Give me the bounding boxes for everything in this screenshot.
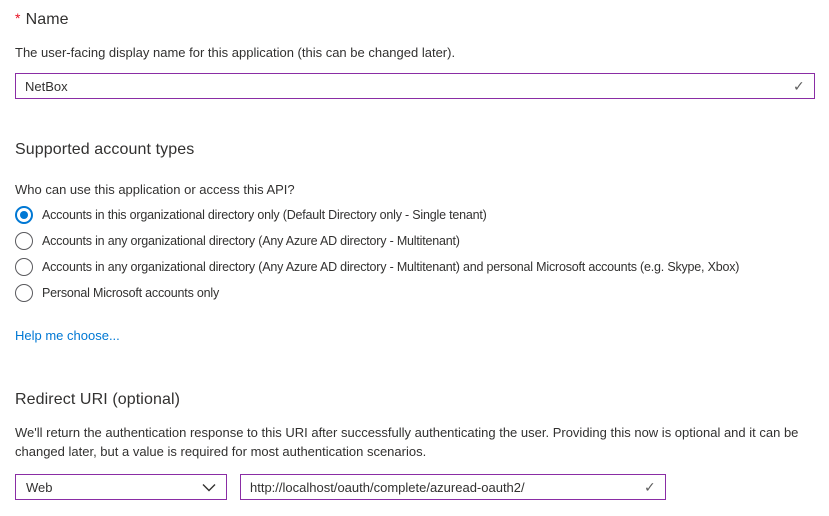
account-types-question: Who can use this application or access this API?	[15, 182, 295, 197]
radio-button[interactable]	[15, 284, 33, 302]
name-valid-checkmark-icon: ✓	[793, 78, 805, 94]
radio-option-label: Accounts in this organizational directory only (Default Directory only - Single tenant)	[42, 208, 487, 222]
radio-option-single-tenant[interactable]	[15, 206, 487, 224]
redirect-uri-input[interactable]	[240, 474, 666, 500]
radio-dot	[20, 237, 28, 245]
name-input[interactable]	[15, 73, 815, 99]
name-description: The user-facing display name for this application (this can be changed later).	[15, 45, 456, 60]
radio-button[interactable]	[15, 206, 33, 224]
radio-button[interactable]	[15, 258, 33, 276]
radio-dot	[20, 289, 28, 297]
help-me-choose-link[interactable]: Help me choose...	[15, 328, 120, 343]
redirect-uri-valid-checkmark-icon: ✓	[644, 479, 656, 495]
chevron-down-icon	[202, 483, 216, 492]
redirect-uri-title: Redirect URI (optional)	[15, 391, 181, 408]
radio-button[interactable]	[15, 232, 33, 250]
platform-select[interactable]	[15, 474, 227, 500]
radio-dot	[20, 211, 28, 219]
platform-select-value: Web	[26, 479, 53, 495]
redirect-uri-description: We'll return the authentication response to this URI after successfully authenticating the user. Providing this now is optional and it can be changed later, but a value is required for most authentication scenarios.	[15, 425, 799, 459]
name-title-text: Name	[25, 11, 69, 28]
radio-option-multitenant[interactable]	[15, 232, 460, 250]
radio-dot	[20, 263, 28, 271]
radio-option-multitenant-personal[interactable]	[15, 258, 739, 276]
radio-option-label: Personal Microsoft accounts only	[42, 286, 220, 300]
radio-option-label: Accounts in any organizational directory (Any Azure AD directory - Multitenant) and personal Microsoft accounts (e.g. Skype, Xbox)	[42, 260, 740, 274]
required-marker: *	[15, 10, 21, 26]
radio-option-label: Accounts in any organizational directory (Any Azure AD directory - Multitenant)	[42, 234, 460, 248]
name-section-title	[15, 10, 69, 29]
radio-option-personal-only[interactable]	[15, 284, 219, 302]
account-types-title: Supported account types	[15, 141, 195, 158]
